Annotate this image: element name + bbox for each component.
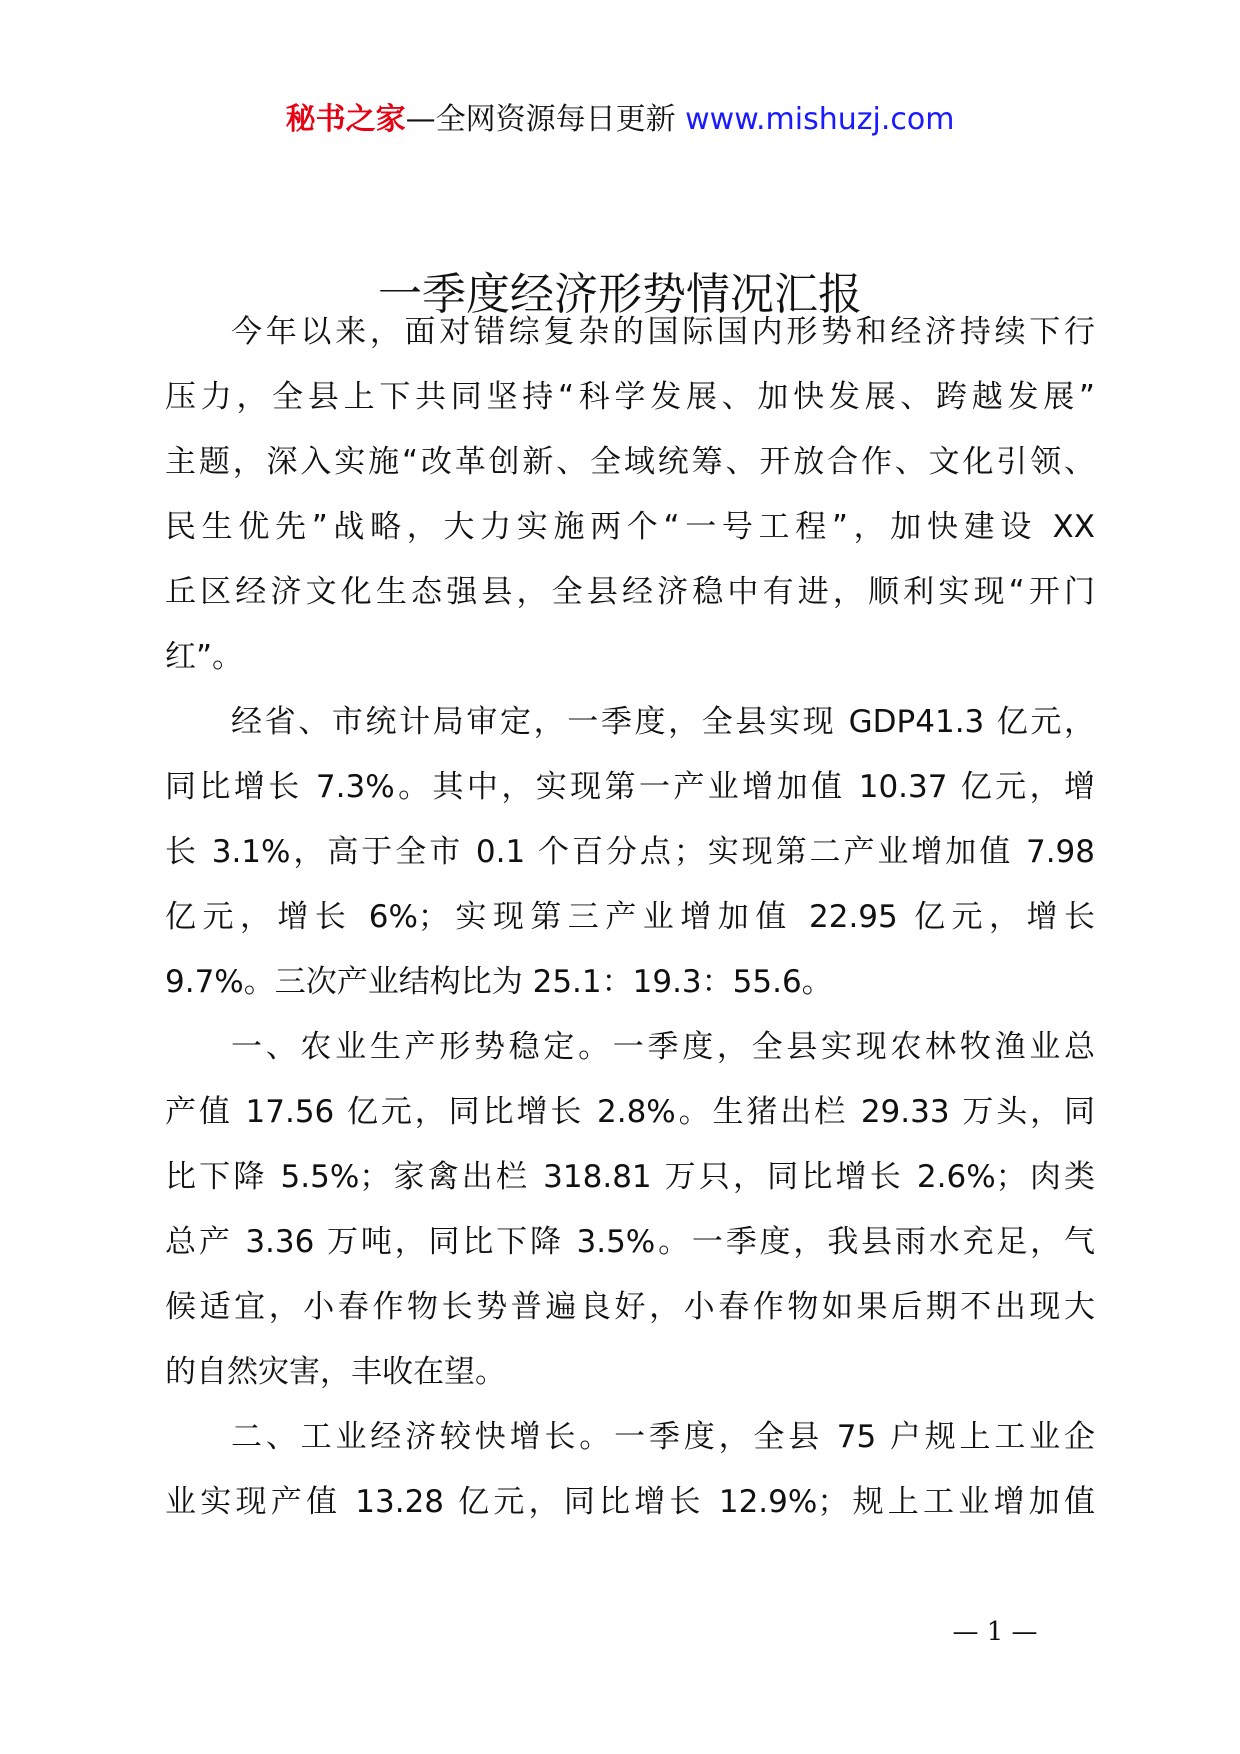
body-line: 主题，深入实施“改革创新、全域统筹、开放合作、文化引领、 [165,444,1095,480]
document-body [165,300,1095,1535]
site-url-link[interactable]: www.mishuzj.com [685,102,955,137]
body-line: 压力，全县上下共同坚持“科学发展、加快发展、跨越发展” [165,379,1095,415]
body-line: 红”。 [165,639,244,675]
body-line: 的自然灾害，丰收在望。 [165,1354,506,1390]
page-number: — 1 — [952,1617,1038,1647]
body-line: 长 3.1%，高于全市 0.1 个百分点；实现第二产业增加值 7.98 [165,834,1095,870]
body-line: 今年以来，面对错综复杂的国际国内形势和经济持续下行 [231,314,1095,350]
body-line: 业实现产值 13.28 亿元，同比增长 12.9%；规上工业增加值 [165,1484,1095,1520]
body-line: 同比增长 7.3%。其中，实现第一产业增加值 10.37 亿元，增 [165,769,1095,805]
body-line: 产值 17.56 亿元，同比增长 2.8%。生猪出栏 29.33 万头，同 [165,1094,1095,1130]
body-line: 二、工业经济较快增长。一季度，全县 75 户规上工业企 [231,1419,1095,1455]
body-line: 总产 3.36 万吨，同比下降 3.5%。一季度，我县雨水充足，气 [165,1224,1095,1260]
body-line: 民生优先”战略，大力实施两个“一号工程”，加快建设 XX [165,509,1095,545]
body-line: 比下降 5.5%；家禽出栏 318.81 万只，同比增长 2.6%；肉类 [165,1159,1095,1195]
site-tagline: —全网资源每日更新 [405,102,676,137]
site-brand: 秘书之家 [285,102,406,137]
body-line: 一、农业生产形势稳定。一季度，全县实现农林牧渔业总 [231,1029,1095,1065]
body-line: 候适宜，小春作物长势普遍良好，小春作物如果后期不出现大 [165,1289,1095,1325]
body-line: 经省、市统计局审定，一季度，全县实现 GDP41.3 亿元， [231,704,1095,740]
body-line: 丘区经济文化生态强县，全县经济稳中有进，顺利实现“开门 [165,574,1095,610]
body-line: 9.7%。三次产业结构比为 25.1：19.3：55.6。 [165,964,833,1000]
body-line: 亿元，增长 6%；实现第三产业增加值 22.95 亿元，增长 [165,899,1095,935]
site-header [0,100,1240,140]
document-title: 一季度经济形势情况汇报 [378,269,862,321]
